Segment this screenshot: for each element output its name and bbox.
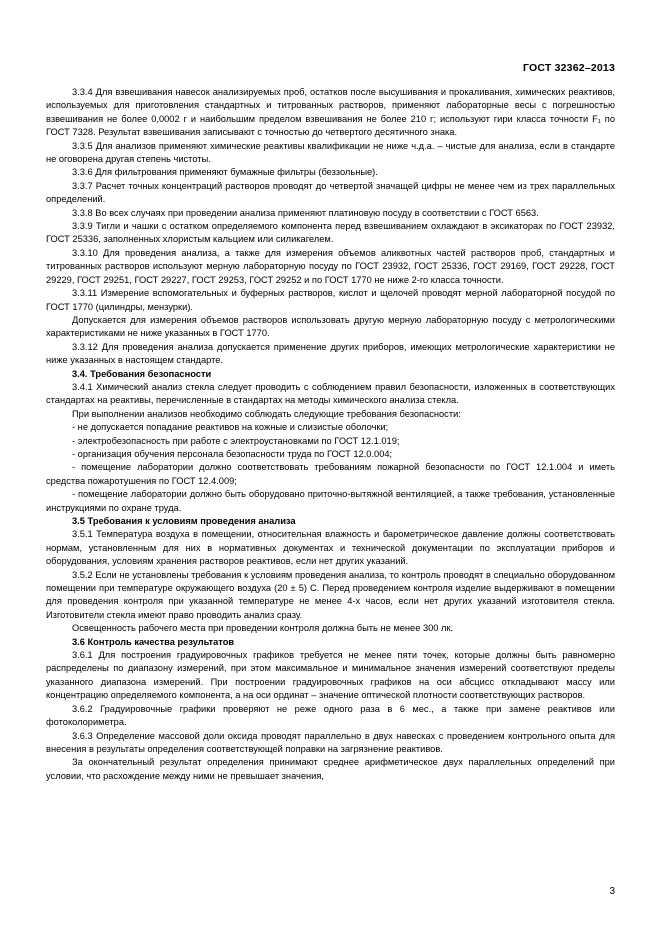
list-item-safety-4: - помещение лаборатории должно соответствовать требованиям пожарной безопасности по ГОСТ 12.1.004 и иметь средства пожаротушения по ГОСТ 12.4.009; [46,462,615,486]
list-item-safety-1: - не допускается попадание реактивов на кожные и слизистые оболочки; [72,422,389,433]
page-number: 3 [609,886,615,897]
paragraph-final-result: За окончательный результат определения принимают среднее арифметическое двух параллельных определений при условии, что расхождение между ними не превышает значения, [46,757,615,781]
paragraph-illumination: Освещенность рабочего места при проведении контроля должна быть не менее 300 лк. [72,623,454,634]
paragraph-3-3-6: 3.3.6 Для фильтрования применяют бумажные фильтры (беззольные). [72,167,378,178]
heading-3-6: 3.6 Контроль качества результатов [72,636,235,647]
heading-3-4: 3.4. Требования безопасности [72,368,212,379]
paragraph-3-6-3: 3.6.3 Определение массовой доли оксида проводят параллельно в двух навесках с проведением контрольного опыта для внесения в результаты определения соответствующей поправки на загрязнение реактивов. [46,730,615,754]
page-header: ГОСТ 32362–2013 [522,62,615,74]
list-item-safety-3: - организация обучения персонала безопасности труда по ГОСТ 12.0.004; [72,448,393,459]
document-body [46,86,615,783]
paragraph-safety-intro: При выполнении анализов необходимо соблюдать следующие требования безопасности: [72,408,461,419]
paragraph-3-3-10: 3.3.10 Для проведения анализа, а также для измерения объемов аликвотных частей растворов проб, стандартных и титрованных растворов используют мерную лабораторную посуду по ГОСТ 23932, ГОСТ 25336, ГОСТ 29169, ГОСТ 29228, ГОСТ 29229, ГОСТ 29251, ГОСТ 29227, ГОСТ 29253, ГОСТ 29252 и по ГОСТ 1770 не ниже 2-го класса точности. [46,247,615,285]
paragraph-3-3-9: 3.3.9 Тигли и чашки с остатком определяемого компонента перед взвешиванием охлаждают в эксикаторах по ГОСТ 23932, ГОСТ 25336, заполненных хлористым кальцием или силикагелем. [46,221,615,245]
paragraph-3-4-1: 3.4.1 Химический анализ стекла следует проводить с соблюдением правил безопасности, изложенных в соответствующих стандартах на реактивы, перечисленные в стандартах на методы химического анализа стекла. [46,381,615,406]
paragraph-3-3-8: 3.3.8 Во всех случаях при проведении анализа применяют платиновую посуду в соответствии с ГОСТ 6563. [72,207,539,218]
paragraph-3-3-5: 3.3.5 Для анализов применяют химические реактивы квалификации не ниже ч.д.а. – чистые для анализа, если в стандарте не оговорена другая степень чистоты. [46,140,615,165]
paragraph-3-3-11: 3.3.11 Измерение вспомогательных и буферных растворов, кислот и щелочей проводят мерной лабораторной посудой по ГОСТ 1770 (цилиндры, мензурки). [46,288,615,312]
paragraph-allowance: Допускается для измерения объемов растворов использовать другую мерную лабораторную посуду с метрологическими характеристиками не ниже указанных в ГОСТ 1770. [46,314,615,339]
paragraph-3-3-4: 3.3.4 Для взвешивания навесок анализируемых проб, остатков после высушивания и прокаливания, химических реактивов, используемых для приготовления стандартных и титрованных растворов, применяют лабораторные весы с погрешностью взвешивания не более 0,0002 г и наибольшим пределом взвешивания не более 210 г; используют гири класса точности F₁ по ГОСТ 7328. Результат взвешивания записывают с точностью до четвертого десятичного знака. [46,87,615,138]
paragraph-3-3-12: 3.3.12 Для проведения анализа допускается применение других приборов, имеющих метрологические характеристики не ниже указанных в настоящем стандарте. [46,341,615,366]
list-item-safety-2: - электробезопасность при работе с электроустановками по ГОСТ 12.1.019; [72,435,400,446]
paragraph-3-3-7: 3.3.7 Расчет точных концентраций растворов проводят до четвертой значащей цифры не менее чем из трех параллельных определений. [46,180,615,205]
paragraph-3-6-1: 3.6.1 Для построения градуировочных графиков требуется не менее пяти точек, которые должны быть равномерно распределены по диапазону измерений, при этом максимальное и минимальное значения измерений соответствуют пределы указанного диапазона измерений. При построении градуировочных графиков на оси абсцисс откладывают массу или концентрацию определяемого компонента, а на оси ординат – значение оптической плотности соответствующих растворов. [46,650,615,701]
paragraph-3-6-2: 3.6.2 Градуировочные графики проверяют не реже одного раза в 6 мес., а также при замене реактивов или фотоколориметра. [46,703,615,728]
heading-3-5: 3.5 Требования к условиям проведения анализа [72,516,296,526]
list-item-safety-5: - помещение лаборатории должно быть оборудовано приточно-вытяжной вентиляцией, а также требования, установленные инструкциями по охране труда. [46,489,615,513]
paragraph-3-5-1: 3.5.1 Температура воздуха в помещении, относительная влажность и барометрическое давление должны соответствовать нормам, установленным для них в нормативных документах и технической документации по эксплуатации приборов и оборудования, условиям хранения растворов реактивов, если нет других указаний. [46,529,615,567]
paragraph-3-5-2: 3.5.2 Если не установлены требования к условиям проведения анализа, то контроль проводят в специально оборудованном помещении при температуре окружающего воздуха (20 ± 5) С. Перед проведением контроля изделие выдерживают в помещении для проведения контроля при указанной температуре не менее 4-х часов, если нет других указаний изготовителя стекла. Изготовители стекла имеют право проводить анализ сразу. [46,569,615,620]
